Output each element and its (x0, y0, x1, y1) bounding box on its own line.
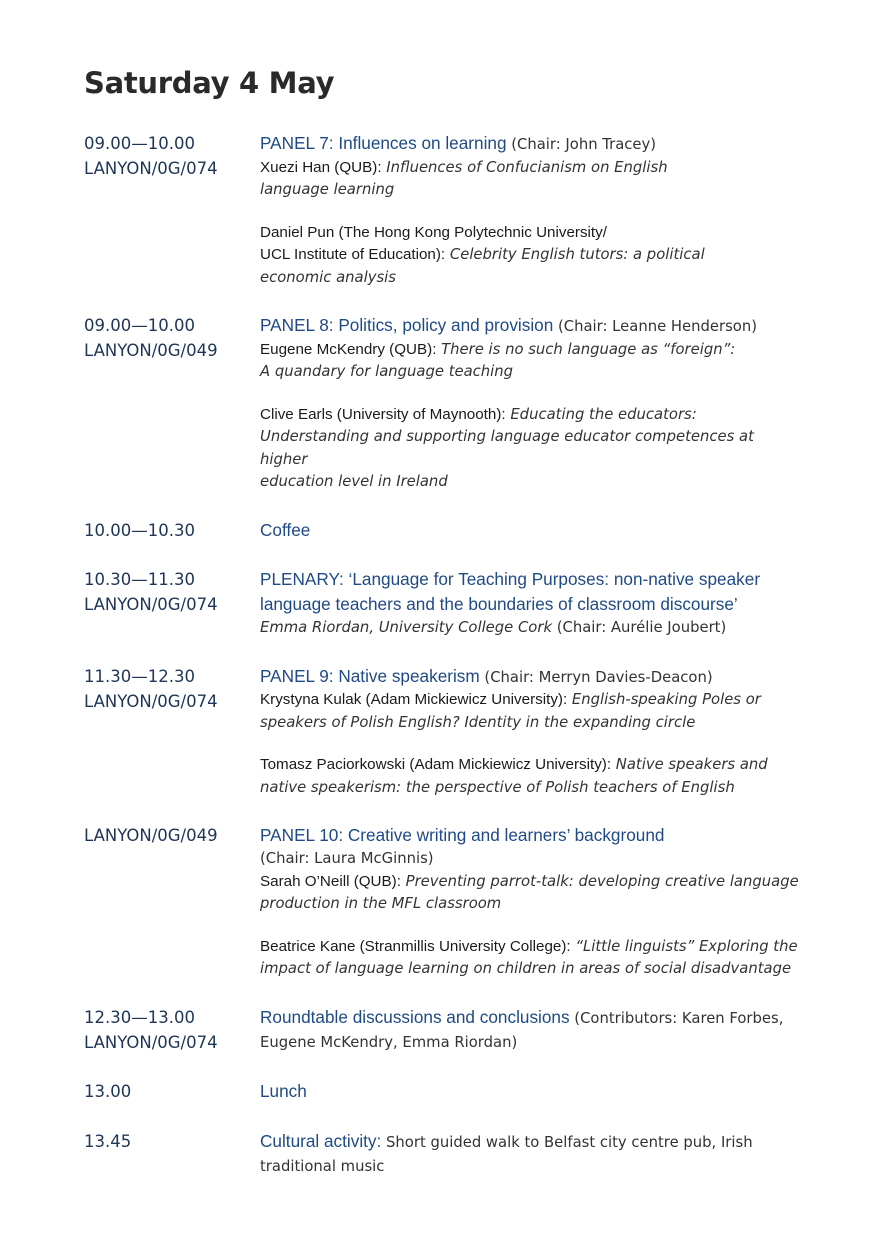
session-detail: Short guided walk to Belfast city centre pub, Irish (386, 1133, 753, 1151)
session-content (260, 131, 804, 289)
paper-title-continued: impact of language learning on children in areas of social disadvantage (260, 960, 792, 977)
session-title: PANEL 8: Politics, policy and provision (260, 315, 554, 335)
paper-speaker: Krystyna Kulak (Adam Mickiewicz University): (260, 691, 568, 708)
paper-title-continued: education level in Ireland (260, 473, 448, 490)
session-panel-7 (84, 131, 804, 289)
session-content (260, 664, 804, 800)
session-room: LANYON/0G/049 (84, 826, 218, 845)
session-content (260, 823, 804, 981)
session-time: 13.45 (84, 1131, 132, 1151)
paper-title-continued: Understanding and supporting language educator competences at higher (260, 428, 754, 468)
session-time: 10.00—10.30 (84, 520, 195, 540)
session-title: PLENARY: ‘Language for Teaching Purposes: non-native speaker (260, 569, 761, 589)
session-content (260, 1005, 804, 1056)
paper-title: Preventing parrot-talk: developing creative language (405, 872, 799, 890)
paper-entry (260, 157, 804, 202)
session-title: Cultural activity: (260, 1130, 382, 1151)
session-panel-10 (84, 823, 804, 981)
session-time-block (84, 313, 260, 363)
paper-title: English-speaking Poles or (571, 691, 761, 708)
session-detail-continued: traditional music (260, 1158, 385, 1175)
paper-title-continued: A quandary for language teaching (260, 363, 514, 380)
paper-title-continued: language learning (260, 181, 395, 198)
session-contributors-continued: Eugene McKendry, Emma Riordan) (260, 1034, 518, 1051)
session-chair: (Chair: Laura McGinnis) (260, 850, 434, 867)
paper-title: Celebrity English tutors: a political (449, 246, 705, 263)
session-room: LANYON/0G/074 (84, 691, 218, 711)
session-time: 13.00 (84, 1082, 132, 1101)
paper-title: Educating the educators: (510, 405, 697, 423)
session-content (260, 567, 804, 640)
session-time-block (84, 664, 260, 714)
session-content (260, 313, 804, 494)
session-contributors: (Contributors: Karen Forbes, (574, 1009, 784, 1027)
session-cultural-activity (84, 1129, 804, 1180)
session-title: PANEL 7: Influences on learning (260, 133, 507, 153)
session-time: 10.30—11.30 (84, 570, 195, 589)
plenary-speaker: Emma Riordan, University College Cork (260, 619, 553, 636)
session-time: 12.30—13.00 (84, 1007, 195, 1027)
session-coffee (84, 518, 804, 544)
session-room: LANYON/0G/074 (84, 159, 218, 178)
session-time: 11.30—12.30 (84, 666, 195, 686)
session-chair: (Chair: Aurélie Joubert) (556, 619, 727, 636)
paper-title-continued: economic analysis (260, 268, 396, 286)
session-time-block (84, 823, 260, 848)
paper-entry (260, 689, 804, 734)
session-content (260, 518, 804, 544)
session-roundtable (84, 1005, 804, 1056)
paper-entry (260, 339, 804, 384)
session-room: LANYON/0G/049 (84, 341, 218, 360)
session-room: LANYON/0G/074 (84, 595, 218, 614)
session-time-block (84, 1129, 260, 1154)
session-title: PANEL 10: Creative writing and learners’ background (260, 825, 665, 845)
session-time: 09.00—10.00 (84, 316, 195, 335)
session-chair: (Chair: Merryn Davies-Deacon) (484, 668, 713, 686)
session-chair: (Chair: John Tracey) (511, 136, 657, 153)
paper-title: “Little linguists” Exploring the (575, 937, 798, 955)
paper-title: There is no such language as “foreign”: (441, 340, 736, 358)
paper-title-continued: speakers of Polish English? Identity in the expanding circle (260, 713, 696, 731)
session-title-continued: language teachers and the boundaries of classroom discourse’ (260, 594, 738, 614)
programme-page (84, 66, 804, 1179)
session-content (260, 1129, 804, 1180)
paper-entry (260, 404, 804, 494)
paper-speaker: Beatrice Kane (Stranmillis University College): (260, 937, 571, 955)
session-time-block (84, 131, 260, 181)
paper-speaker: Tomasz Paciorkowski (Adam Mickiewicz University): (260, 756, 612, 773)
session-title: Roundtable discussions and conclusions (260, 1006, 570, 1027)
paper-title-continued: native speakerism: the perspective of Polish teachers of English (260, 778, 735, 796)
paper-title: Native speakers and (615, 756, 768, 773)
paper-entry (260, 936, 804, 981)
paper-speaker: Sarah O’Neill (QUB): (260, 872, 401, 890)
session-title: Lunch (260, 1081, 307, 1101)
paper-speaker: Daniel Pun (The Hong Kong Polytechnic University/ (260, 223, 607, 241)
session-lunch (84, 1079, 804, 1105)
session-time-block (84, 567, 260, 617)
paper-speaker-continued: UCL Institute of Education): (260, 246, 446, 263)
paper-speaker: Clive Earls (University of Maynooth): (260, 405, 506, 423)
day-heading: Saturday 4 May (84, 66, 335, 100)
paper-entry (260, 222, 804, 290)
paper-entry (260, 754, 804, 799)
paper-title: Influences of Confucianism on English (386, 158, 668, 176)
session-room: LANYON/0G/074 (84, 1032, 218, 1052)
session-time-block (84, 1005, 260, 1055)
session-plenary (84, 567, 804, 640)
session-time: 09.00—10.00 (84, 134, 195, 153)
paper-speaker: Eugene McKendry (QUB): (260, 340, 437, 358)
session-time-block (84, 1079, 260, 1104)
session-content (260, 1079, 804, 1105)
session-panel-8 (84, 313, 804, 494)
paper-title-continued: production in the MFL classroom (260, 895, 502, 912)
paper-entry (260, 871, 804, 916)
session-time-block (84, 518, 260, 543)
session-panel-9 (84, 664, 804, 800)
session-chair: (Chair: Leanne Henderson) (558, 318, 757, 335)
paper-speaker: Xuezi Han (QUB): (260, 158, 382, 176)
session-title: PANEL 9: Native speakerism (260, 665, 480, 686)
session-title: Coffee (260, 519, 311, 540)
